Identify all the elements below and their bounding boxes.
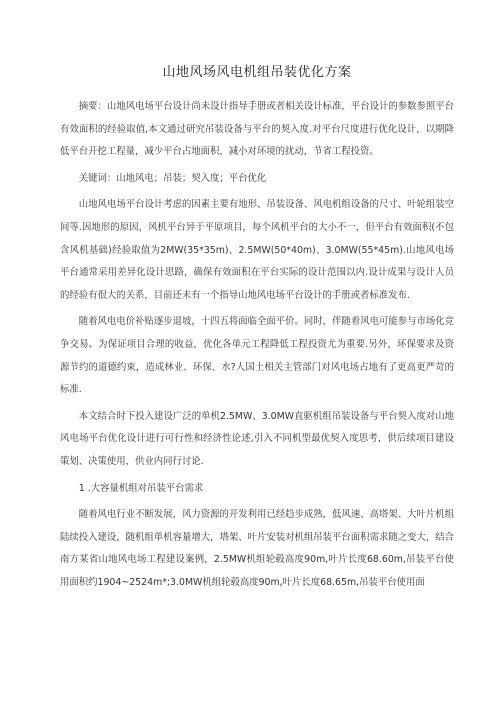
body-paragraph: 随着风电电价补贴逐步退坡，十四五将面临全面平价。同时，伴随着风电可能参与市场化竞争交易。为保证项目合理的收益，优化各单元工程降低工程投资尤为重要.另外，环保要求及资源节约的道德约束，造成林业、环保、水?人国土相关主管部门对风电场占地有了更高更严苛的标准. <box>60 316 454 396</box>
document-title: 山地风场风电机组吊装优化方案 <box>162 65 352 80</box>
keywords-paragraph: 关键词：山地风电；吊装；契入度；平台优化 <box>78 172 267 184</box>
body-paragraph: 山地风电场平台设计考虑的因素主要有地形、吊装设备、风电机组设备的尺寸、叶轮组装空间等.因地形的原因，风机平台异于平原项目，每个风机平台的大小不一，但平台有效面积(不包含风机基础)经验取值为2MW(35*35m)、2.5MW(50*40m)、3.0MW(55*45m).山地风电场平台通常采用差异化设计思路，确保有效面积在平台实际的设计范围以内.设计成果与设计人员的经验有很大的关系，目前还未有一个指导山地风电场平台设计的手册或者标准发布. <box>60 199 454 301</box>
section-heading: 1 .大容量机组对吊装平台需求 <box>78 482 204 494</box>
section-paragraph: 随着风电行业不断发展，风力资源的开发利用已经趋步成熟，低风速、高塔架、大叶片机组陆续投入建设，随机组单机容量增大，塔架、叶片安装对机组吊装平台面积需求随之变大，结合南方某省山地风电场工程建设案例，2.5MW机组轮毂高度90m,叶片长度68.60m,吊装平台使用面积约1904~2524m*;3.0MW机组轮毂高度90m,叶片长度68.65m,吊装平台使用面 <box>60 509 454 588</box>
body-paragraph: 本文结合时下投入建设广泛的单机2.5MW、3.0MW直驱机组吊装设备与平台契入度对山地风电场平台优化设计进行可行性和经济性论述,引入不同机型最优契入度思考，供后续项目建设策划、决策使用，供业内同行讨论. <box>60 410 454 467</box>
abstract-paragraph: 摘要：山地风电场平台设计尚未设计指导手册或者相关设计标准，平台设计的参数参照平台有效面积的经验取值,本文通过研究吊装设备与平台的契入度.对平台尺度进行优化设计，以期降低平台开挖工程量，减少平台占地面积，减小对环境的扰动，节省工程投资。 <box>60 101 454 158</box>
